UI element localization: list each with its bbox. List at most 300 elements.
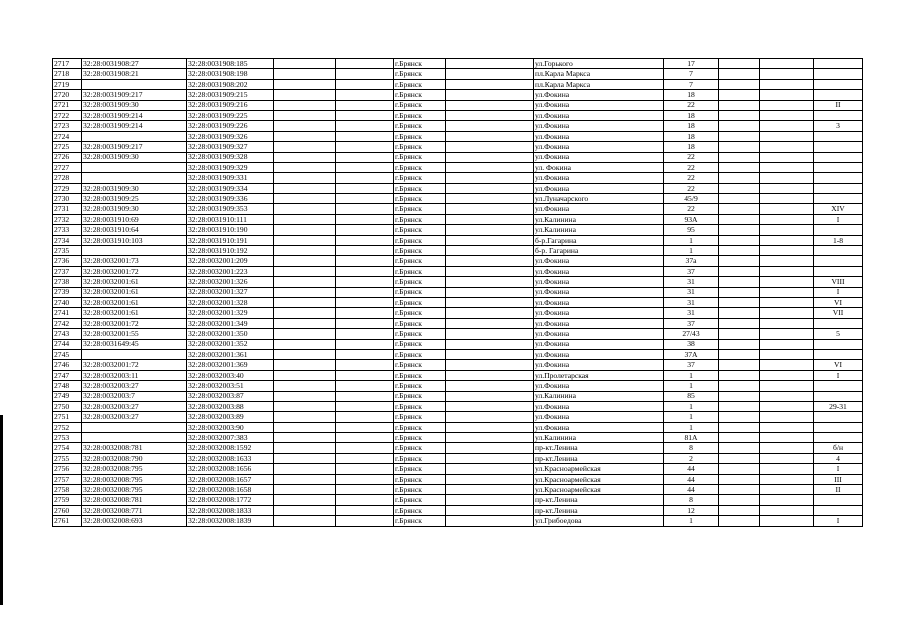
- empty-cell: [446, 246, 534, 256]
- empty-cell: [336, 194, 394, 204]
- row-number-cell: 2754: [53, 443, 82, 453]
- empty-cell: [274, 204, 336, 214]
- row-number-cell: 2755: [53, 453, 82, 463]
- empty-cell: [274, 516, 336, 526]
- land-parcel-cadastral-cell: 32:28:0032001:72: [82, 360, 187, 370]
- empty-cell: [274, 422, 336, 432]
- empty-cell: [719, 443, 760, 453]
- house-number-cell: 18: [664, 110, 719, 120]
- row-number-cell: 2758: [53, 485, 82, 495]
- house-number-cell: 31: [664, 277, 719, 287]
- city-cell: г.Брянск: [394, 142, 446, 152]
- empty-cell: [760, 90, 814, 100]
- empty-cell: [446, 464, 534, 474]
- house-number-cell: 22: [664, 162, 719, 172]
- empty-cell: [446, 412, 534, 422]
- table-row: [53, 433, 863, 443]
- object-cadastral-number-cell: 32:28:0032008:1833: [187, 505, 274, 515]
- city-cell: г.Брянск: [394, 464, 446, 474]
- object-cadastral-number-cell: 32:28:0032001:223: [187, 266, 274, 276]
- row-number-cell: 2729: [53, 183, 82, 193]
- premises-number-cell: [814, 59, 863, 69]
- empty-cell: [274, 495, 336, 505]
- row-number-cell: 2721: [53, 100, 82, 110]
- premises-number-cell: I: [814, 370, 863, 380]
- empty-cell: [760, 131, 814, 141]
- land-parcel-cadastral-cell: 32:28:0032001:55: [82, 329, 187, 339]
- empty-cell: [336, 516, 394, 526]
- city-cell: г.Брянск: [394, 100, 446, 110]
- empty-cell: [719, 235, 760, 245]
- empty-cell: [446, 121, 534, 131]
- row-number-cell: 2734: [53, 235, 82, 245]
- house-number-cell: 1: [664, 412, 719, 422]
- empty-cell: [336, 225, 394, 235]
- empty-cell: [760, 69, 814, 79]
- house-number-cell: 12: [664, 505, 719, 515]
- street-cell: ул.Фокина: [534, 360, 664, 370]
- house-number-cell: 22: [664, 152, 719, 162]
- object-cadastral-number-cell: 32:28:0031909:326: [187, 131, 274, 141]
- land-parcel-cadastral-cell: 32:28:0032001:72: [82, 266, 187, 276]
- street-cell: ул.Фокина: [534, 204, 664, 214]
- empty-cell: [760, 152, 814, 162]
- empty-cell: [719, 246, 760, 256]
- empty-cell: [760, 453, 814, 463]
- empty-cell: [274, 277, 336, 287]
- land-parcel-cadastral-cell: 32:28:0031909:214: [82, 110, 187, 120]
- object-cadastral-number-cell: 32:28:0032008:1772: [187, 495, 274, 505]
- empty-cell: [336, 370, 394, 380]
- premises-number-cell: I: [814, 464, 863, 474]
- empty-cell: [719, 453, 760, 463]
- empty-cell: [760, 401, 814, 411]
- house-number-cell: 45/9: [664, 194, 719, 204]
- object-cadastral-number-cell: 32:28:0032001:361: [187, 349, 274, 359]
- premises-number-cell: III: [814, 474, 863, 484]
- empty-cell: [760, 235, 814, 245]
- empty-cell: [274, 90, 336, 100]
- premises-number-cell: I: [814, 287, 863, 297]
- object-cadastral-number-cell: 32:28:0032001:350: [187, 329, 274, 339]
- table-row: [53, 349, 863, 359]
- empty-cell: [446, 318, 534, 328]
- empty-cell: [336, 360, 394, 370]
- table-row: [53, 121, 863, 131]
- row-number-cell: 2730: [53, 194, 82, 204]
- empty-cell: [760, 277, 814, 287]
- table-row: [53, 412, 863, 422]
- object-cadastral-number-cell: 32:28:0032003:88: [187, 401, 274, 411]
- object-cadastral-number-cell: 32:28:0031909:226: [187, 121, 274, 131]
- object-cadastral-number-cell: 32:28:0031908:185: [187, 59, 274, 69]
- empty-cell: [719, 173, 760, 183]
- empty-cell: [336, 349, 394, 359]
- row-number-cell: 2744: [53, 339, 82, 349]
- row-number-cell: 2741: [53, 308, 82, 318]
- object-cadastral-number-cell: 32:28:0032003:87: [187, 391, 274, 401]
- empty-cell: [719, 59, 760, 69]
- empty-cell: [760, 360, 814, 370]
- table-row: [53, 443, 863, 453]
- empty-cell: [336, 329, 394, 339]
- premises-number-cell: [814, 433, 863, 443]
- land-parcel-cadastral-cell: 32:28:0032008:795: [82, 464, 187, 474]
- empty-cell: [336, 59, 394, 69]
- row-number-cell: 2727: [53, 162, 82, 172]
- empty-cell: [336, 339, 394, 349]
- empty-cell: [274, 100, 336, 110]
- empty-cell: [760, 246, 814, 256]
- empty-cell: [336, 297, 394, 307]
- premises-number-cell: [814, 349, 863, 359]
- table-row: [53, 131, 863, 141]
- street-cell: ул.Фокина: [534, 339, 664, 349]
- empty-cell: [760, 266, 814, 276]
- row-number-cell: 2738: [53, 277, 82, 287]
- empty-cell: [760, 225, 814, 235]
- table-row: [53, 453, 863, 463]
- land-parcel-cadastral-cell: 32:28:0031908:27: [82, 59, 187, 69]
- empty-cell: [274, 152, 336, 162]
- empty-cell: [760, 194, 814, 204]
- empty-cell: [446, 69, 534, 79]
- land-parcel-cadastral-cell: 32:28:0032008:771: [82, 505, 187, 515]
- premises-number-cell: [814, 131, 863, 141]
- row-number-cell: 2726: [53, 152, 82, 162]
- object-cadastral-number-cell: 32:28:0032003:40: [187, 370, 274, 380]
- empty-cell: [446, 183, 534, 193]
- land-parcel-cadastral-cell: 32:28:0031649:45: [82, 339, 187, 349]
- city-cell: г.Брянск: [394, 401, 446, 411]
- table-row: [53, 339, 863, 349]
- empty-cell: [336, 173, 394, 183]
- street-cell: ул.Луначарского: [534, 194, 664, 204]
- empty-cell: [760, 412, 814, 422]
- object-cadastral-number-cell: 32:28:0032001:326: [187, 277, 274, 287]
- empty-cell: [446, 516, 534, 526]
- house-number-cell: 31: [664, 308, 719, 318]
- street-cell: ул.Фокина: [534, 152, 664, 162]
- table-row: [53, 485, 863, 495]
- city-cell: г.Брянск: [394, 214, 446, 224]
- empty-cell: [760, 505, 814, 515]
- row-number-cell: 2747: [53, 370, 82, 380]
- empty-cell: [760, 349, 814, 359]
- empty-cell: [336, 131, 394, 141]
- land-parcel-cadastral-cell: [82, 349, 187, 359]
- city-cell: г.Брянск: [394, 59, 446, 69]
- premises-number-cell: 29-31: [814, 401, 863, 411]
- house-number-cell: 37: [664, 318, 719, 328]
- row-number-cell: 2746: [53, 360, 82, 370]
- house-number-cell: 1: [664, 370, 719, 380]
- street-cell: пр-кт.Ленина: [534, 453, 664, 463]
- city-cell: г.Брянск: [394, 443, 446, 453]
- street-cell: ул.Фокина: [534, 277, 664, 287]
- land-parcel-cadastral-cell: 32:28:0032008:781: [82, 495, 187, 505]
- empty-cell: [760, 162, 814, 172]
- house-number-cell: 31: [664, 287, 719, 297]
- empty-cell: [760, 308, 814, 318]
- object-cadastral-number-cell: 32:28:0031909:353: [187, 204, 274, 214]
- premises-number-cell: [814, 495, 863, 505]
- house-number-cell: 1: [664, 381, 719, 391]
- house-number-cell: 37А: [664, 349, 719, 359]
- object-cadastral-number-cell: 32:28:0031910:190: [187, 225, 274, 235]
- house-number-cell: 22: [664, 173, 719, 183]
- premises-number-cell: VII: [814, 308, 863, 318]
- street-cell: ул.Калинина: [534, 433, 664, 443]
- city-cell: г.Брянск: [394, 131, 446, 141]
- street-cell: ул.Фокина: [534, 183, 664, 193]
- row-number-cell: 2719: [53, 79, 82, 89]
- city-cell: г.Брянск: [394, 110, 446, 120]
- land-parcel-cadastral-cell: 32:28:0031908:21: [82, 69, 187, 79]
- house-number-cell: 44: [664, 485, 719, 495]
- street-cell: ул.Фокина: [534, 329, 664, 339]
- empty-cell: [760, 214, 814, 224]
- row-number-cell: 2717: [53, 59, 82, 69]
- house-number-cell: 1: [664, 422, 719, 432]
- table-row: [53, 297, 863, 307]
- empty-cell: [446, 297, 534, 307]
- table-row: [53, 110, 863, 120]
- object-cadastral-number-cell: 32:28:0032003:90: [187, 422, 274, 432]
- row-number-cell: 2757: [53, 474, 82, 484]
- empty-cell: [336, 318, 394, 328]
- empty-cell: [274, 443, 336, 453]
- street-cell: ул.Фокина: [534, 266, 664, 276]
- street-cell: пр-кт.Ленина: [534, 495, 664, 505]
- city-cell: г.Брянск: [394, 69, 446, 79]
- empty-cell: [719, 131, 760, 141]
- empty-cell: [760, 391, 814, 401]
- empty-cell: [719, 287, 760, 297]
- empty-cell: [719, 318, 760, 328]
- street-cell: б-р. Гагарина: [534, 246, 664, 256]
- table-row: [53, 360, 863, 370]
- land-parcel-cadastral-cell: [82, 422, 187, 432]
- city-cell: г.Брянск: [394, 474, 446, 484]
- empty-cell: [274, 121, 336, 131]
- empty-cell: [719, 277, 760, 287]
- premises-number-cell: I: [814, 214, 863, 224]
- object-cadastral-number-cell: 32:28:0032001:327: [187, 287, 274, 297]
- empty-cell: [719, 152, 760, 162]
- house-number-cell: 18: [664, 142, 719, 152]
- empty-cell: [336, 183, 394, 193]
- premises-number-cell: [814, 90, 863, 100]
- object-cadastral-number-cell: 32:28:0031909:328: [187, 152, 274, 162]
- table-row: [53, 256, 863, 266]
- row-number-cell: 2749: [53, 391, 82, 401]
- row-number-cell: 2735: [53, 246, 82, 256]
- street-cell: ул.Фокина: [534, 349, 664, 359]
- row-number-cell: 2743: [53, 329, 82, 339]
- table-row: [53, 329, 863, 339]
- table-row: [53, 183, 863, 193]
- street-cell: пр-кт.Ленина: [534, 443, 664, 453]
- empty-cell: [760, 485, 814, 495]
- land-parcel-cadastral-cell: 32:28:0032008:795: [82, 474, 187, 484]
- row-number-cell: 2732: [53, 214, 82, 224]
- row-number-cell: 2752: [53, 422, 82, 432]
- empty-cell: [719, 266, 760, 276]
- object-cadastral-number-cell: 32:28:0031908:198: [187, 69, 274, 79]
- land-parcel-cadastral-cell: 32:28:0031910:64: [82, 225, 187, 235]
- street-cell: ул.Фокина: [534, 256, 664, 266]
- row-number-cell: 2761: [53, 516, 82, 526]
- object-cadastral-number-cell: 32:28:0032008:1839: [187, 516, 274, 526]
- empty-cell: [336, 433, 394, 443]
- empty-cell: [336, 69, 394, 79]
- city-cell: г.Брянск: [394, 152, 446, 162]
- object-cadastral-number-cell: 32:28:0032008:1656: [187, 464, 274, 474]
- street-cell: ул.Фокина: [534, 381, 664, 391]
- object-cadastral-number-cell: 32:28:0031909:334: [187, 183, 274, 193]
- land-parcel-cadastral-cell: 32:28:0031909:30: [82, 100, 187, 110]
- empty-cell: [274, 485, 336, 495]
- empty-cell: [719, 474, 760, 484]
- empty-cell: [446, 79, 534, 89]
- row-number-cell: 2733: [53, 225, 82, 235]
- house-number-cell: 18: [664, 90, 719, 100]
- table-row: [53, 152, 863, 162]
- row-number-cell: 2740: [53, 297, 82, 307]
- empty-cell: [760, 339, 814, 349]
- table-row: [53, 287, 863, 297]
- empty-cell: [446, 370, 534, 380]
- street-cell: ул.Грибоедова: [534, 516, 664, 526]
- empty-cell: [760, 516, 814, 526]
- street-cell: б-р.Гагарина: [534, 235, 664, 245]
- empty-cell: [719, 204, 760, 214]
- empty-cell: [274, 173, 336, 183]
- table-row: [53, 505, 863, 515]
- row-number-cell: 2742: [53, 318, 82, 328]
- house-number-cell: 8: [664, 495, 719, 505]
- premises-number-cell: [814, 110, 863, 120]
- empty-cell: [274, 308, 336, 318]
- empty-cell: [336, 277, 394, 287]
- empty-cell: [719, 339, 760, 349]
- empty-cell: [719, 360, 760, 370]
- house-number-cell: 8: [664, 443, 719, 453]
- empty-cell: [446, 162, 534, 172]
- empty-cell: [760, 79, 814, 89]
- street-cell: ул.Красноармейская: [534, 464, 664, 474]
- house-number-cell: 7: [664, 79, 719, 89]
- premises-number-cell: [814, 422, 863, 432]
- city-cell: г.Брянск: [394, 173, 446, 183]
- empty-cell: [336, 235, 394, 245]
- empty-cell: [336, 287, 394, 297]
- house-number-cell: 81А: [664, 433, 719, 443]
- empty-cell: [446, 110, 534, 120]
- empty-cell: [446, 142, 534, 152]
- object-cadastral-number-cell: 32:28:0032008:1592: [187, 443, 274, 453]
- table-row: [53, 79, 863, 89]
- premises-number-cell: VI: [814, 360, 863, 370]
- empty-cell: [274, 474, 336, 484]
- land-parcel-cadastral-cell: 32:28:0032001:61: [82, 277, 187, 287]
- empty-cell: [719, 297, 760, 307]
- table-row: [53, 277, 863, 287]
- object-cadastral-number-cell: 32:28:0031908:202: [187, 79, 274, 89]
- empty-cell: [336, 214, 394, 224]
- empty-cell: [446, 401, 534, 411]
- land-parcel-cadastral-cell: 32:28:0032001:61: [82, 287, 187, 297]
- row-number-cell: 2737: [53, 266, 82, 276]
- empty-cell: [336, 162, 394, 172]
- row-number-cell: 2723: [53, 121, 82, 131]
- empty-cell: [274, 183, 336, 193]
- city-cell: г.Брянск: [394, 339, 446, 349]
- empty-cell: [446, 308, 534, 318]
- table-row: [53, 391, 863, 401]
- object-cadastral-number-cell: 32:28:0031909:327: [187, 142, 274, 152]
- empty-cell: [336, 110, 394, 120]
- empty-cell: [274, 412, 336, 422]
- row-number-cell: 2748: [53, 381, 82, 391]
- empty-cell: [719, 495, 760, 505]
- house-number-cell: 1: [664, 235, 719, 245]
- house-number-cell: 17: [664, 59, 719, 69]
- premises-number-cell: VI: [814, 297, 863, 307]
- house-number-cell: 38: [664, 339, 719, 349]
- land-parcel-cadastral-cell: 32:28:0031909:30: [82, 204, 187, 214]
- city-cell: г.Брянск: [394, 277, 446, 287]
- city-cell: г.Брянск: [394, 349, 446, 359]
- empty-cell: [446, 422, 534, 432]
- table-row: [53, 69, 863, 79]
- premises-number-cell: [814, 79, 863, 89]
- object-cadastral-number-cell: 32:28:0031909:336: [187, 194, 274, 204]
- empty-cell: [336, 485, 394, 495]
- empty-cell: [719, 225, 760, 235]
- empty-cell: [719, 183, 760, 193]
- empty-cell: [274, 110, 336, 120]
- table-row: [53, 516, 863, 526]
- table-row: [53, 59, 863, 69]
- empty-cell: [719, 214, 760, 224]
- row-number-cell: 2739: [53, 287, 82, 297]
- premises-number-cell: [814, 256, 863, 266]
- city-cell: г.Брянск: [394, 505, 446, 515]
- empty-cell: [336, 474, 394, 484]
- empty-cell: [446, 256, 534, 266]
- street-cell: ул.Пролетарская: [534, 370, 664, 380]
- empty-cell: [760, 59, 814, 69]
- empty-cell: [274, 69, 336, 79]
- house-number-cell: 18: [664, 131, 719, 141]
- house-number-cell: 44: [664, 474, 719, 484]
- empty-cell: [274, 225, 336, 235]
- object-cadastral-number-cell: 32:28:0031909:215: [187, 90, 274, 100]
- house-number-cell: 27/43: [664, 329, 719, 339]
- table-row: [53, 225, 863, 235]
- row-number-cell: 2731: [53, 204, 82, 214]
- empty-cell: [274, 349, 336, 359]
- empty-cell: [760, 100, 814, 110]
- street-cell: ул.Фокина: [534, 287, 664, 297]
- premises-number-cell: II: [814, 100, 863, 110]
- empty-cell: [336, 464, 394, 474]
- object-cadastral-number-cell: 32:28:0032008:1658: [187, 485, 274, 495]
- empty-cell: [719, 505, 760, 515]
- row-number-cell: 2745: [53, 349, 82, 359]
